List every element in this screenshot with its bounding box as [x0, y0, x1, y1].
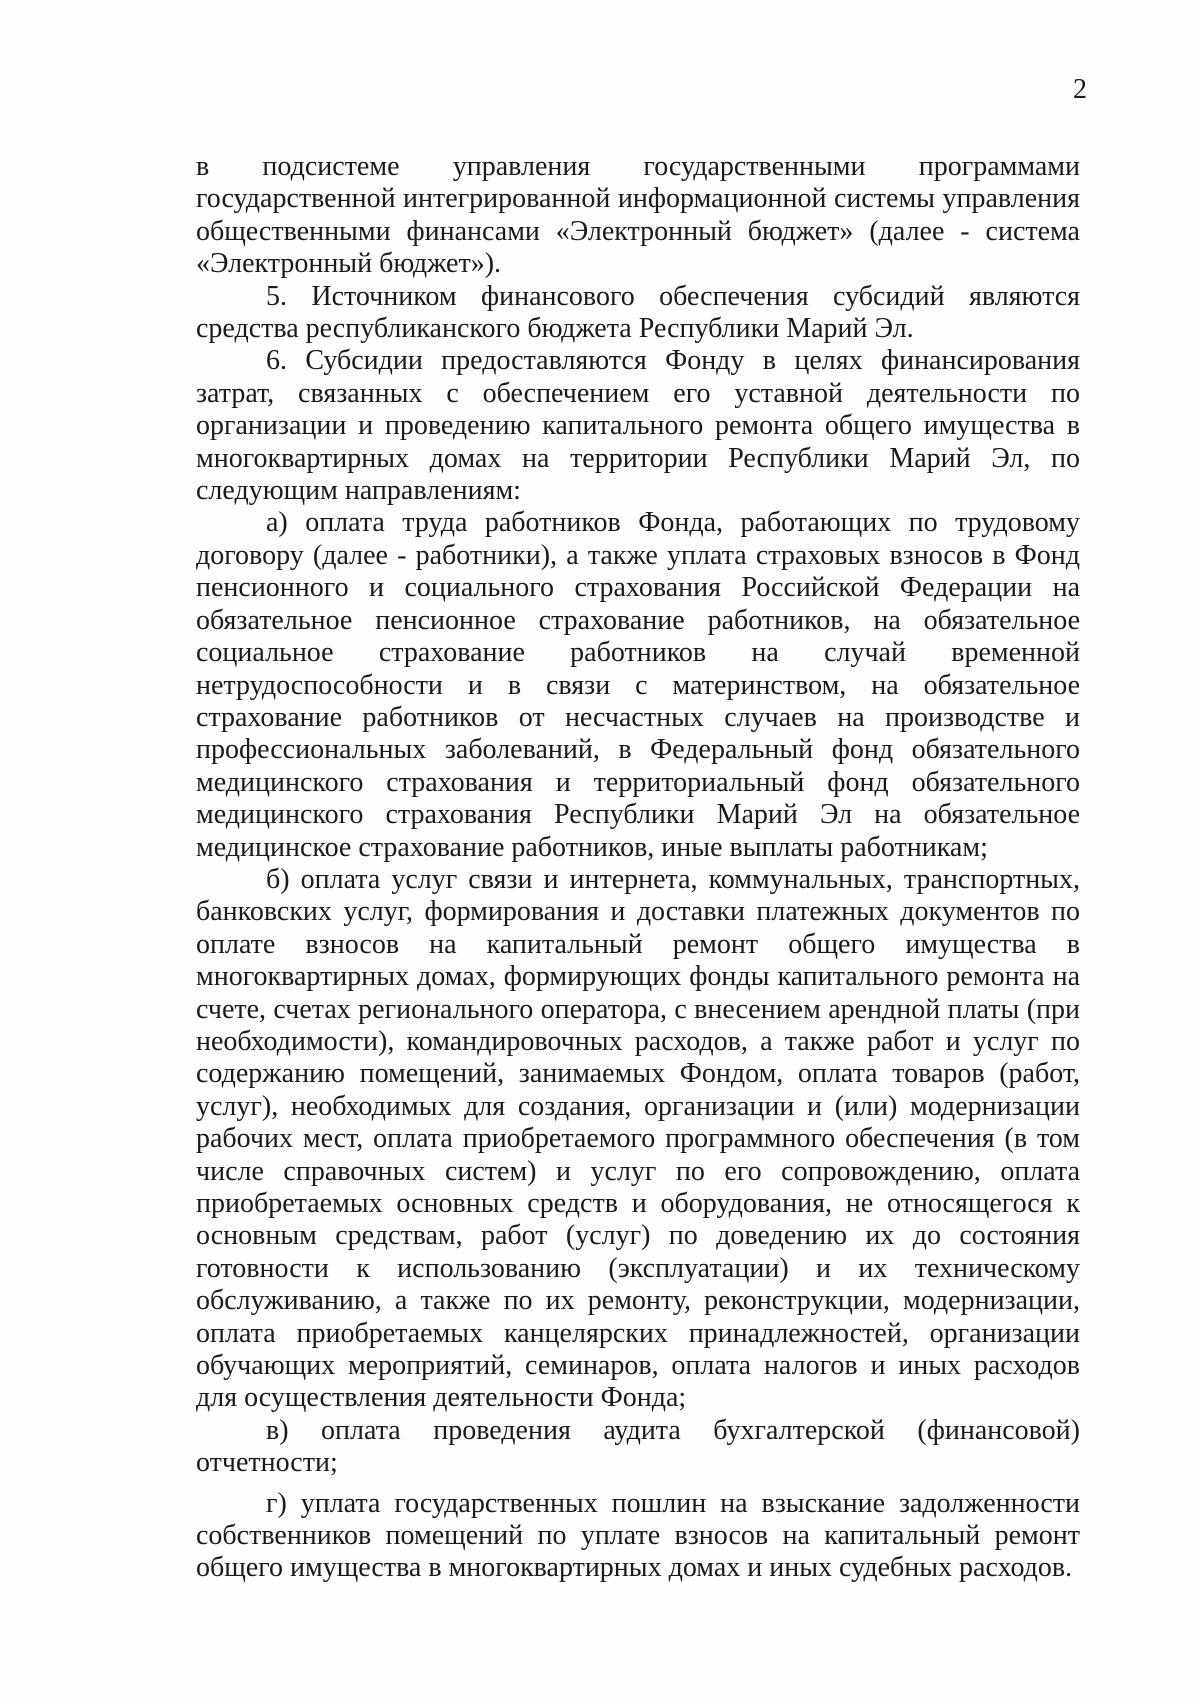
item-v-audit: в) оплата проведения аудита бухгалтерской (финансовой) отчетности; [196, 1414, 1080, 1479]
document-body [196, 151, 1080, 1585]
item-a-salaries: а) оплата труда работников Фонда, работающих по трудовому договору (далее - работники), а также уплата страховых взносов в Фонд пенсионного и социального страхования Российской Федерации на обязательное пенсионное страхование работников, на обязательное социальное страхование работников на случай временной нетрудоспособности и в связи с материнством, на обязательное страхование работников от несчастных случаев на производстве и профессиональных заболеваний, в Федеральный фонд обязательного медицинского страхования и территориальный фонд обязательного медицинского страхования Республики Марий Эл на обязательное медицинское страхование работников, иные выплаты работникам; [196, 507, 1080, 863]
paragraph-continuation: в подсистеме управления государственными программами государственной интегрированной информационной системы управления общественными финансами «Электронный бюджет» (далее - система «Электронный бюджет»). [196, 151, 1080, 280]
item-b-services: б) оплата услуг связи и интернета, коммунальных, транспортных, банковских услуг, формирования и доставки платежных документов по оплате взносов на капитальный ремонт общего имущества в многоквартирных домах, формирующих фонды капитального ремонта на счете, счетах регионального оператора, с внесением арендной платы (при необходимости), командировочных расходов, а также работ и услуг по содержанию помещений, занимаемых Фондом, оплата товаров (работ, услуг), необходимых для создания, организации и (или) модернизации рабочих мест, оплата приобретаемого программного обеспечения (в том числе справочных систем) и услуг по его сопровождению, оплата приобретаемых основных средств и оборудования, не относящегося к основным средствам, работ (услуг) по доведению их до состояния готовности к использованию (эксплуатации) и их техническому обслуживанию, а также по их ремонту, реконструкции, модернизации, оплата приобретаемых канцелярских принадлежностей, организации обучающих мероприятий, семинаров, оплата налогов и иных расходов для осуществления деятельности Фонда; [196, 863, 1080, 1414]
paragraph-5-funding-source: 5. Источником финансового обеспечения субсидий являются средства республиканского бюджета Республики Марий Эл. [196, 280, 1080, 345]
item-g-state-duties: г) уплата государственных пошлин на взыскание задолженности собственников помещений по уплате взносов на капитальный ремонт общего имущества в многоквартирных домах и иных судебных расходов. [196, 1487, 1080, 1584]
paragraph-6-subsidy-purposes: 6. Субсидии предоставляются Фонду в целях финансирования затрат, связанных с обеспечением его уставной деятельности по организации и проведению капитального ремонта общего имущества в многоквартирных домах на территории Республики Марий Эл, по следующим направлениям: [196, 345, 1080, 507]
page-number: 2 [1073, 74, 1087, 105]
